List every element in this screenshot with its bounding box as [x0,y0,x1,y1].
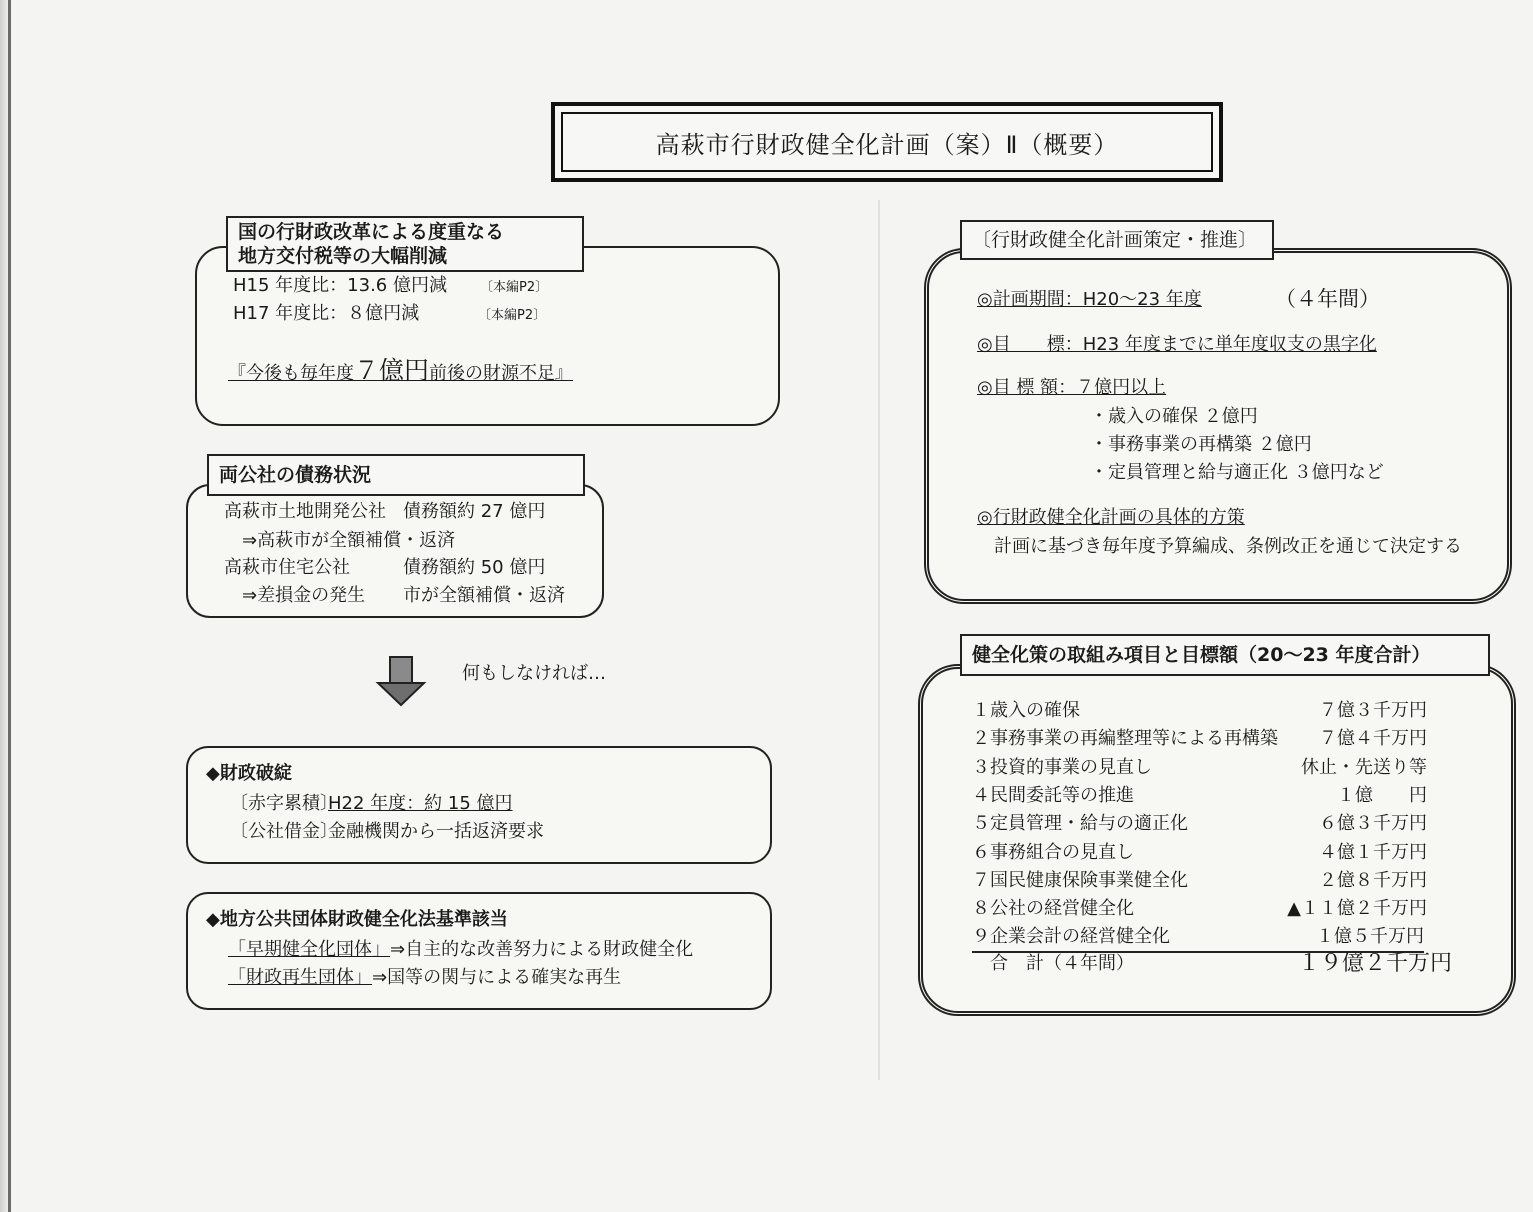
measure-value: ７億４千万円 [1319,728,1427,750]
fiscal-rebuild-line [228,966,621,990]
tax-cut-box [195,246,780,426]
deficit-label: 〔赤字累積〕 [230,793,338,814]
document-title-frame [551,102,1223,182]
plan-period: ◎計画期間：H20～23 年度 [977,289,1202,310]
document-title: 高萩市行財政健全化計画（案）Ⅱ（概要） [561,112,1213,172]
measure-row [972,867,1427,895]
measures-tab: 健全化策の取組み項目と目標額（20～23 年度合計） [960,634,1490,676]
measure-row [972,754,1427,782]
fiscal-rebuild-label: 「財政再生団体」 [228,967,372,988]
measure-value: ７億３千万円 [1319,700,1427,721]
scan-edge-line [8,0,11,1212]
plan-target-amount: ◎目 標 額：７億円以上 [977,377,1167,398]
measure-label: ２事務事業の再編整理等による再構築 [972,728,1278,750]
housing-corp-name: 高萩市住宅公社 [224,557,350,578]
measure-row [972,839,1427,867]
page-fold-line [878,200,880,1080]
measure-row [972,782,1427,810]
corp-debt-value: 金融機関から一括返済要求 [328,821,544,842]
tax-cut-tab-line1: 国の行財政改革による度重なる [238,221,505,243]
land-corp-name: 高萩市土地開発公社 [224,501,386,522]
measure-value: ▲１１億２千万円 [1287,898,1427,920]
h15-reference: 〔本編P2〕 [480,280,549,295]
housing-corp-loss: ⇒差損金の発生 [242,585,366,606]
measure-row [972,725,1427,753]
measure-label: ４民間委託等の推進 [972,784,1134,806]
plan-target-item-3: ・定員管理と給与適正化 ３億円など [1090,462,1384,483]
h17-reference: 〔本編P2〕 [478,308,547,323]
corp-debt-label: 〔公社借金〕 [230,821,338,842]
land-corp-debt: 債務額約 27 億円 [403,501,546,522]
measure-label: ９企業会計の経営健全化 [972,926,1170,948]
plan-target-item-1: ・歳入の確保 ２億円 [1090,406,1258,427]
measure-label: ７国民健康保険事業健全化 [972,869,1188,891]
land-corp-guarantee: ⇒高萩市が全額補償・返済 [242,530,456,551]
plan-target-item-2: ・事務事業の再構築 ２億円 [1090,434,1312,455]
shortfall-prefix: 『今後も毎年度 [228,363,354,384]
fiscal-collapse-heading: ◆財政破綻 [206,763,292,784]
tax-cut-tab-line2: 地方交付税等の大幅削減 [238,245,448,267]
annual-shortfall [228,356,573,389]
plan-method-text: 計画に基づき毎年度予算編成、条例改正を通じて決定する [994,536,1462,557]
measure-value: ４億１千万円 [1319,841,1427,863]
measure-value: ６億３千万円 [1319,813,1427,835]
measure-value: １億５千万円 [1316,926,1424,948]
shortfall-amount: ７億円 [354,356,430,385]
measure-label: ８公社の経営健全化 [972,898,1134,920]
deficit-value: H22 年度：約 15 億円 [328,793,513,814]
measure-row [972,895,1427,923]
measure-row [972,697,1427,725]
measures-total-label: 合 計（４年間） [990,953,1134,974]
fiscal-law-heading: ◆地方公共団体財政健全化法基準該当 [206,909,508,930]
plan-method-heading: ◎行財政健全化計画の具体的方策 [977,507,1245,528]
plan-goal: ◎目 標：H23 年度までに単年度収支の黒字化 [977,334,1377,355]
early-soundness-line [228,938,693,962]
measure-value: 休止・先送り等 [1301,756,1427,778]
plan-period-years: （４年間） [1275,287,1380,311]
shortfall-suffix: 前後の財源不足』 [429,363,574,384]
measure-label: ６事務組合の見直し [972,841,1134,863]
if-nothing-done: 何もしなければ… [462,663,606,684]
measure-value: １億 円 [1337,784,1427,806]
measure-label: ３投資的事業の見直し [972,756,1152,778]
h15-reduction: H15 年度比：13.6 億円減 [233,275,447,296]
plan-tab: 〔行財政健全化計画策定・推進〕 [960,220,1274,260]
early-soundness-label: 「早期健全化団体」 [228,939,390,960]
measure-label: ５定員管理・給与の適正化 [972,813,1188,835]
housing-corp-debt: 債務額約 50 億円 [403,557,546,578]
housing-corp-guarantee: 市が全額補償・返済 [403,585,565,606]
measure-label: １歳入の確保 [972,700,1080,721]
measure-row [972,810,1427,838]
h17-reduction: H17 年度比：８億円減 [233,303,420,324]
measures-total-value: １９億２千万円 [1298,951,1453,976]
public-corp-debt-tab: 両公社の債務状況 [207,454,585,496]
fiscal-rebuild-desc: ⇒国等の関与による確実な再生 [372,967,622,988]
measure-row [972,923,1424,953]
down-arrow-icon [375,655,427,707]
early-soundness-desc: ⇒自主的な改善努力による財政健全化 [390,939,694,960]
measure-value: ２億８千万円 [1319,869,1427,891]
tax-cut-tab [226,216,584,272]
